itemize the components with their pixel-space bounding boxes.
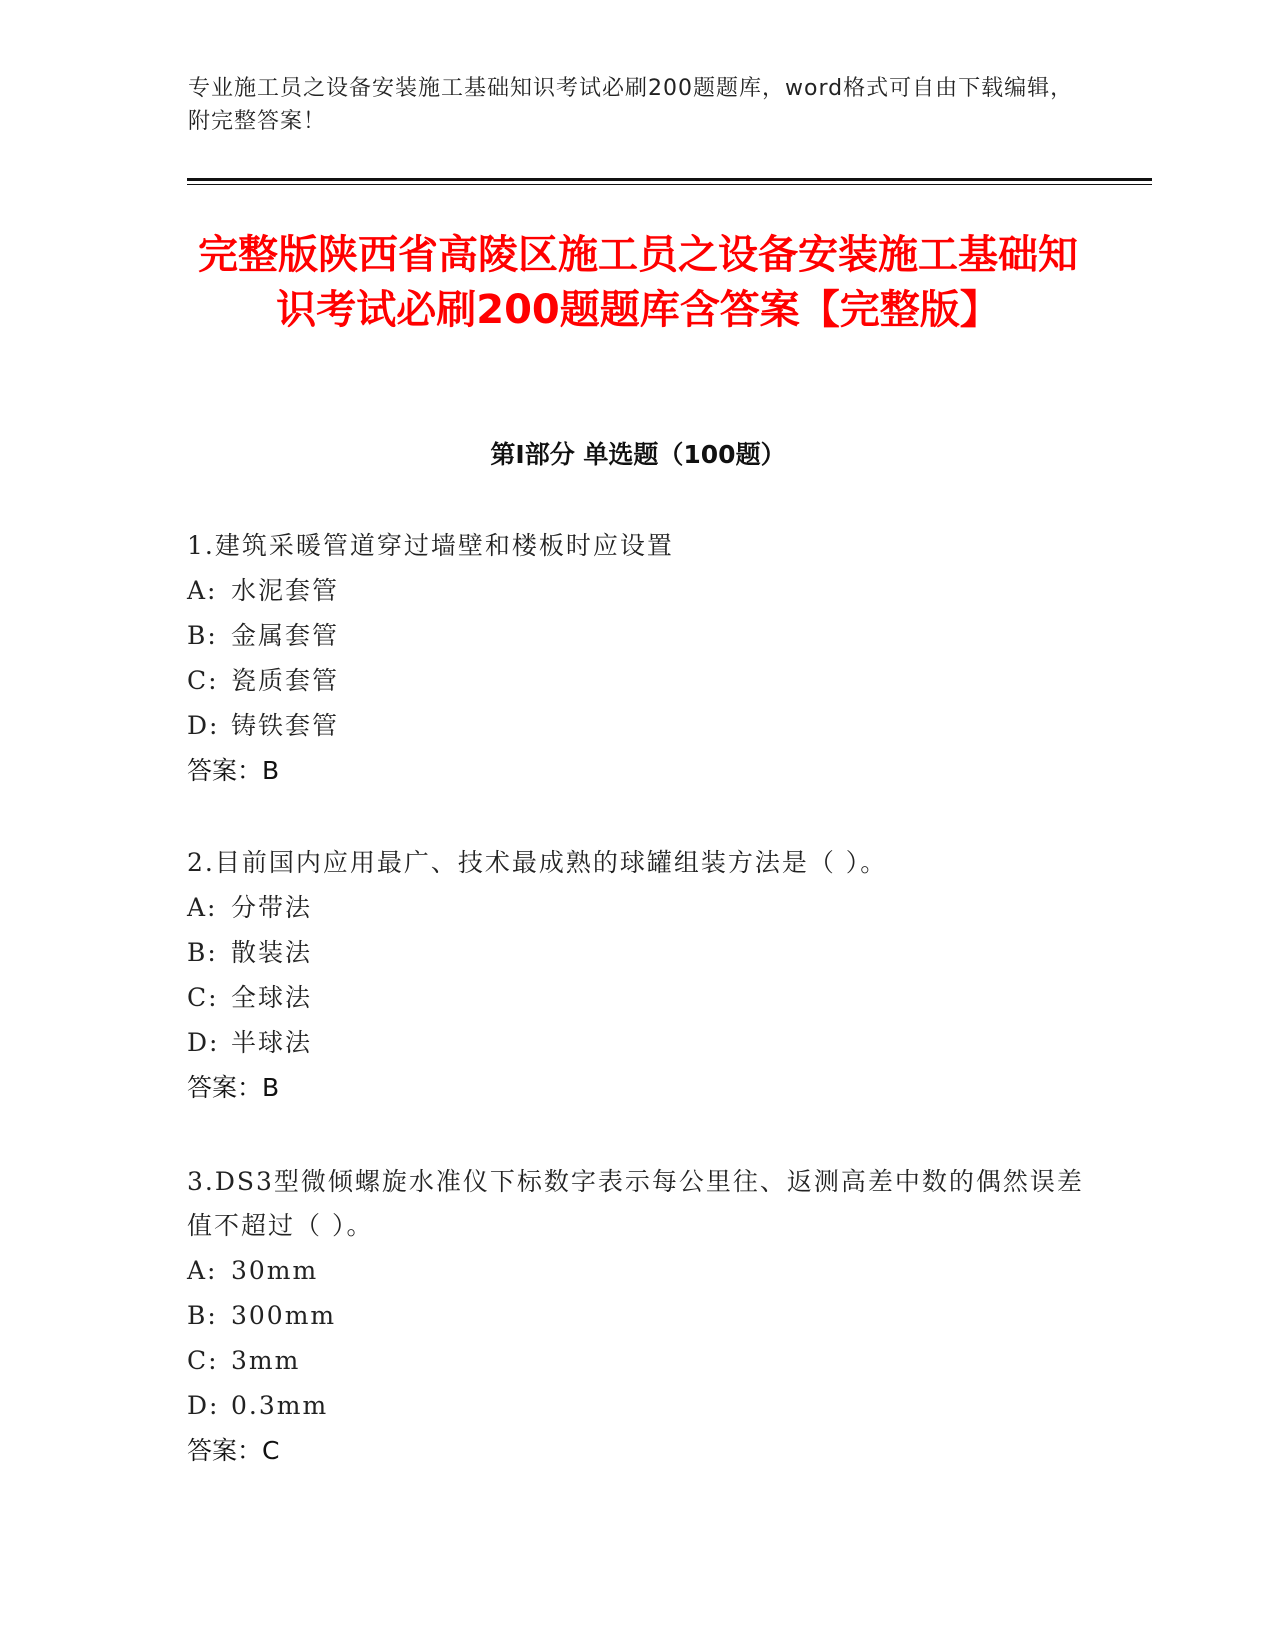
answer: 答案：C <box>187 1436 280 1465</box>
option-key: A: <box>187 893 218 922</box>
question-3 <box>187 1160 1087 1473</box>
option-key: D: <box>187 711 220 740</box>
option-b <box>187 1293 1087 1338</box>
header-divider-thin <box>187 184 1152 185</box>
option-key: B: <box>187 938 218 967</box>
option-text: 散装法 <box>231 938 313 967</box>
answer: 答案：B <box>187 756 280 785</box>
option-key: C: <box>187 1346 219 1375</box>
option-key: C: <box>187 666 219 695</box>
option-d <box>187 1020 1087 1065</box>
answer: 答案：B <box>187 1073 280 1102</box>
option-b <box>187 930 1087 975</box>
document-title: 完整版陕西省高陵区施工员之设备安装施工基础知识考试必刷200题题库含答案【完整版】 <box>198 232 1078 333</box>
option-a <box>187 1248 1087 1293</box>
option-key: D: <box>187 1391 220 1420</box>
option-text: 金属套管 <box>231 621 340 650</box>
question-1 <box>187 524 1087 793</box>
option-c <box>187 658 1087 703</box>
option-d <box>187 703 1087 748</box>
option-key: A: <box>187 576 218 605</box>
option-a <box>187 885 1087 930</box>
option-text: 半球法 <box>231 1028 313 1057</box>
option-key: B: <box>187 1301 218 1330</box>
option-d <box>187 1383 1087 1428</box>
option-key: D: <box>187 1028 220 1057</box>
option-key: A: <box>187 1256 218 1285</box>
option-text: 300mm <box>231 1301 337 1330</box>
option-text: 30mm <box>231 1256 319 1285</box>
header-divider-thick <box>187 178 1152 181</box>
question-stem: 1.建筑采暖管道穿过墙壁和楼板时应设置 <box>187 531 674 560</box>
question-stem: 3.DS3型微倾螺旋水准仪下标数字表示每公里往、返测高差中数的偶然误差值不超过（ ）。 <box>187 1167 1084 1240</box>
option-c <box>187 1338 1087 1383</box>
section-heading: 第I部分 单选题（100题） <box>490 440 786 469</box>
option-text: 瓷质套管 <box>231 666 340 695</box>
option-c <box>187 975 1087 1020</box>
option-text: 0.3mm <box>231 1391 329 1420</box>
option-b <box>187 613 1087 658</box>
option-key: C: <box>187 983 219 1012</box>
option-a <box>187 568 1087 613</box>
option-text: 全球法 <box>231 983 313 1012</box>
question-2 <box>187 841 1087 1110</box>
option-key: B: <box>187 621 218 650</box>
option-text: 分带法 <box>231 893 313 922</box>
option-text: 铸铁套管 <box>231 711 340 740</box>
question-stem: 2.目前国内应用最广、技术最成熟的球罐组装方法是（ ）。 <box>187 848 888 877</box>
option-text: 水泥套管 <box>231 576 340 605</box>
option-text: 3mm <box>231 1346 301 1375</box>
header-note: 专业施工员之设备安装施工基础知识考试必刷200题题库，word格式可自由下载编辑，附完整答案！ <box>188 76 1074 134</box>
